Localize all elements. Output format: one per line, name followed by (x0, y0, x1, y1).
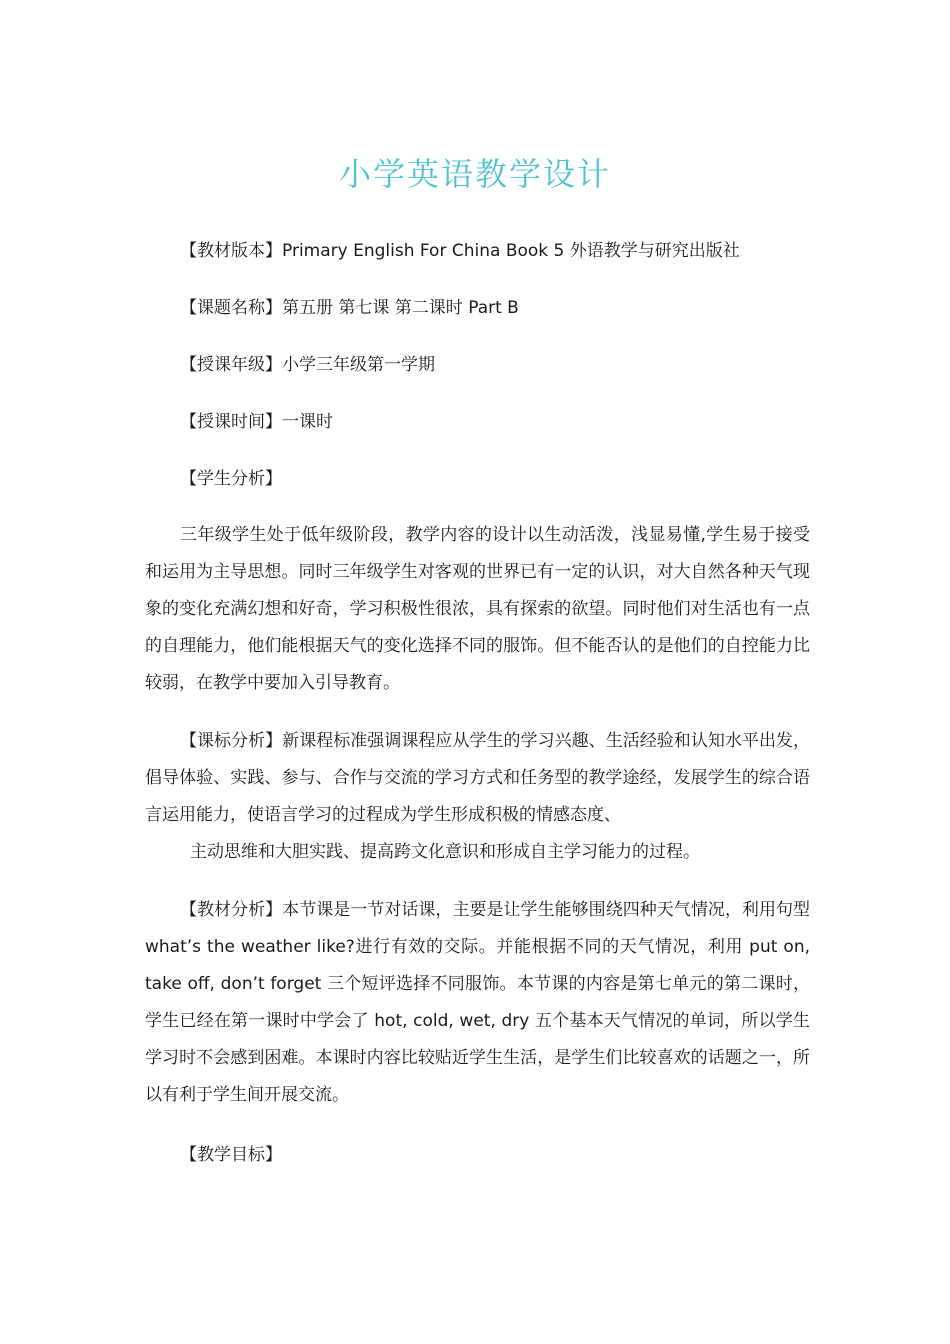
material-analysis-paragraph (145, 892, 810, 1114)
section-text: 本节课是一节对话课，主要是让学生能够围绕四种天气情况，利用句型 what’s the weather like?进行有效的交际。并能根据不同的天气情况，利用 put on, take off, don’t forget 三个短评选择不同服饰。本节课的内容是第七单元的第二课时， 学生已经在第一课时中学会了 hot, cold, wet, dry 五个基本天气情况的单词，所以学生学习时不会感到困难。本课时内容比较贴近学生生活，是学生们比较喜欢的话题之一，所以有利于学生间开展交流。 (145, 900, 811, 1105)
meta-label: 【教材版本】 (180, 241, 282, 261)
section-student-analysis-heading (180, 466, 282, 492)
meta-value: 一课时 (282, 412, 333, 432)
section-label: 【课标分析】 (180, 731, 283, 751)
meta-duration (180, 409, 333, 435)
meta-textbook-edition (180, 238, 740, 264)
meta-value: Primary English For China Book 5 外语教学与研究出版社 (282, 241, 740, 261)
section-text-last-line: 主动思维和大胆实践、提高跨文化意识和形成自主学习能力的过程。 (190, 842, 700, 862)
meta-lesson-title (180, 295, 519, 321)
meta-label: 【授课时间】 (180, 412, 282, 432)
document-title: 小学英语教学设计 (338, 155, 611, 193)
student-analysis-paragraph: 三年级学生处于低年级阶段，教学内容的设计以生动活泼，浅显易懂,学生易于接受和运用为主导思想。同时三年级学生对客观的世界已有一定的认识，对大自然各种天气现象的变化充满幻想和好奇，学习积极性很浓，具有探索的欲望。同时他们对生活也有一点的自理能力，他们能根据天气的变化选择不同的服饰。但不能否认的是他们的自控能力比较弱，在教学中要加入引导教育。 (145, 525, 810, 693)
section-teaching-goals-heading: 【教学目标】 (180, 1145, 282, 1165)
meta-value: 小学三年级第一学期 (282, 355, 435, 375)
meta-label: 【学生分析】 (180, 469, 282, 489)
meta-grade (180, 352, 435, 378)
curriculum-analysis-paragraph (145, 723, 810, 871)
meta-label: 【授课年级】 (180, 355, 282, 375)
meta-value: 第五册 第七课 第二课时 Part B (282, 298, 519, 318)
section-text: 新课程标准强调课程应从学生的学习兴趣、生活经验和认知水平出发，倡导体验、实践、参与、合作与交流的学习方式和任务型的教学途经，发展学生的综合语言运用能力，使语言学习的过程成为学生形成积极的情感态度、 (145, 731, 811, 825)
meta-label: 【课题名称】 (180, 298, 282, 318)
section-label: 【教材分析】 (180, 900, 283, 920)
